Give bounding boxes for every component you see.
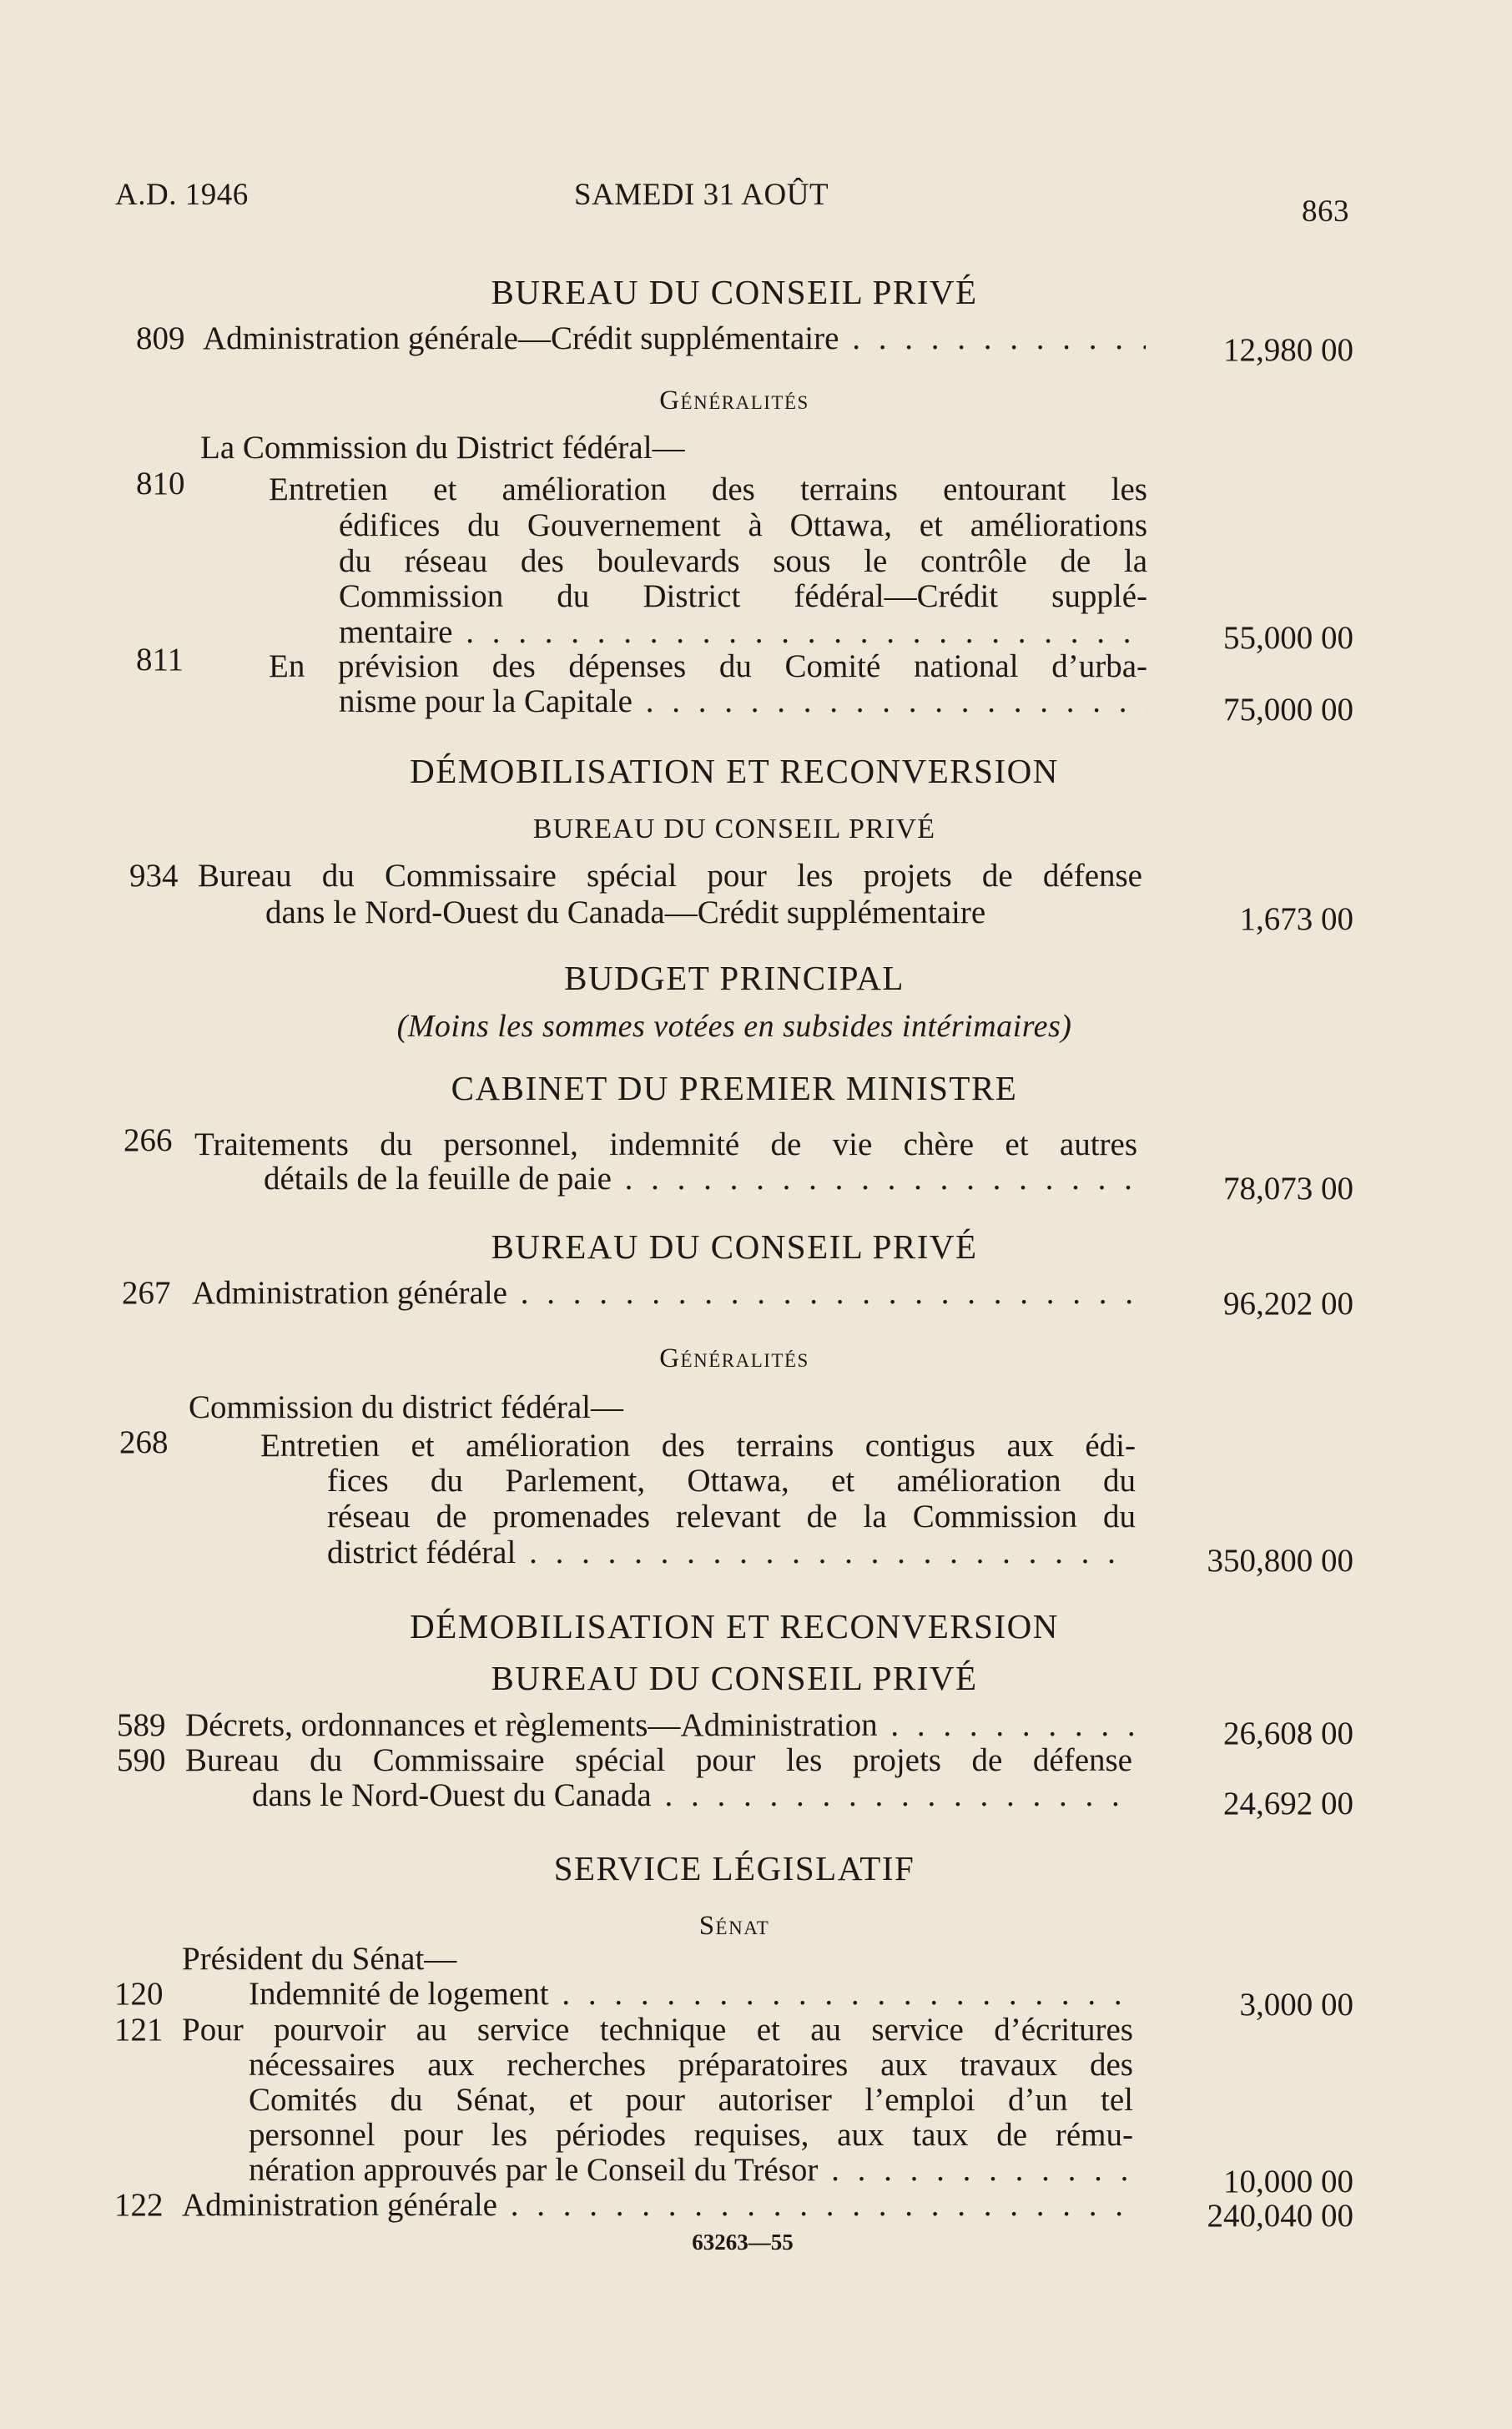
item-text-811-line: nisme pour la Capitale . . . bbox=[339, 683, 1147, 720]
section-title-demobilisation: DÉMOBILISATION ET RECONVERSION bbox=[410, 1607, 1059, 1645]
amount-120: 3,000 00 bbox=[1239, 1987, 1353, 2023]
subheading-generalites: Généralités bbox=[659, 1343, 809, 1373]
item-text-120: Indemnité de logement . . . bbox=[249, 1975, 1133, 2013]
section-title-demobilisation: DÉMOBILISATION ET RECONVERSION bbox=[410, 752, 1059, 790]
item-text-810-line: édifices du Gouvernement à Ottawa, et améliorations bbox=[339, 507, 1147, 543]
item-text-934-line: Bureau du Commissaire spécial pour les projets de défense bbox=[198, 858, 1142, 894]
amount-809: 12,980 00 bbox=[1223, 332, 1353, 368]
item-text-121-line: Pour pourvoir au service technique et au service d’écritures bbox=[182, 2012, 1133, 2048]
item-text-267: Administration générale . . . bbox=[192, 1274, 1137, 1312]
intro-commission-district: Commission du district fédéral— bbox=[189, 1389, 624, 1425]
page-number: 863 bbox=[1302, 194, 1349, 229]
item-number-121: 121 bbox=[114, 2012, 164, 2048]
item-text-121-line: nération approuvés par le Conseil du Trésor . . . bbox=[249, 2151, 1133, 2189]
item-text-122: Administration générale . . . bbox=[182, 2186, 1133, 2224]
item-number-811: 811 bbox=[136, 642, 184, 678]
item-text-121-line: nécessaires aux recherches préparatoires aux travaux des bbox=[249, 2047, 1133, 2083]
section-title-bureau-conseil-prive: BUREAU DU CONSEIL PRIVÉ bbox=[491, 1227, 978, 1266]
item-text-266-line: détails de la feuille de paie . . . bbox=[264, 1160, 1137, 1197]
item-number-590: 590 bbox=[117, 1742, 166, 1778]
item-text-268-line: Entretien et amélioration des terrains contigus aux édi- bbox=[260, 1428, 1136, 1464]
item-text-268-line: fices du Parlement, Ottawa, et amélioration du bbox=[327, 1463, 1136, 1499]
subheading-generalites: Généralités bbox=[659, 386, 809, 416]
item-number-589: 589 bbox=[117, 1707, 166, 1743]
item-text-121-line: personnel pour les périodes requises, aux taux de rému- bbox=[249, 2117, 1133, 2153]
item-text-810-line: mentaire . . . bbox=[339, 613, 1147, 651]
amount-589: 26,608 00 bbox=[1223, 1716, 1353, 1751]
item-number-268: 268 bbox=[119, 1424, 169, 1460]
intro-commission-district: La Commission du District fédéral— bbox=[200, 430, 685, 466]
amount-122: 240,040 00 bbox=[1207, 2198, 1353, 2234]
budget-note: (Moins les sommes votées en subsides intérimaires) bbox=[396, 1009, 1072, 1044]
section-title-budget-principal: BUDGET PRINCIPAL bbox=[564, 959, 905, 997]
item-text-934-line: dans le Nord-Ouest du Canada—Crédit supplémentaire bbox=[265, 894, 986, 930]
section-title-cabinet-premier-ministre: CABINET DU PREMIER MINISTRE bbox=[451, 1069, 1018, 1107]
item-text-268-line: district fédéral . . . bbox=[327, 1534, 1136, 1571]
item-text-810-line: Entretien et amélioration des terrains entourant les bbox=[269, 471, 1147, 507]
subsection-title-bureau-conseil-prive: BUREAU DU CONSEIL PRIVÉ bbox=[532, 814, 936, 844]
section-title-bureau-conseil-prive: BUREAU DU CONSEIL PRIVÉ bbox=[491, 273, 978, 311]
amount-267: 96,202 00 bbox=[1223, 1286, 1353, 1322]
item-number-120: 120 bbox=[114, 1976, 164, 2012]
printer-signature: 63263—55 bbox=[692, 2230, 794, 2255]
item-text-590-line: Bureau du Commissaire spécial pour les projets de défense bbox=[185, 1742, 1132, 1778]
amount-934: 1,673 00 bbox=[1239, 901, 1353, 937]
amount-121: 10,000 00 bbox=[1223, 2164, 1353, 2200]
item-number-266: 266 bbox=[123, 1122, 173, 1158]
item-number-122: 122 bbox=[114, 2187, 164, 2223]
item-text-810-line: Commission du District fédéral—Crédit supplé- bbox=[339, 578, 1147, 614]
item-text-809: Administration générale—Crédit supplémentaire . . . bbox=[203, 320, 1146, 357]
amount-268: 350,800 00 bbox=[1207, 1543, 1353, 1579]
item-number-934: 934 bbox=[129, 858, 179, 894]
item-text-810-line: du réseau des boulevards sous le contrôle de la bbox=[339, 543, 1147, 579]
running-head-date: SAMEDI 31 AOÛT bbox=[574, 178, 829, 212]
amount-811: 75,000 00 bbox=[1223, 692, 1353, 728]
subsection-title-bureau-conseil-prive: BUREAU DU CONSEIL PRIVÉ bbox=[491, 1659, 978, 1697]
amount-590: 24,692 00 bbox=[1223, 1786, 1353, 1822]
amount-266: 78,073 00 bbox=[1223, 1171, 1353, 1207]
item-number-809: 809 bbox=[136, 320, 185, 356]
item-text-268-line: réseau de promenades relevant de la Commission du bbox=[327, 1499, 1136, 1535]
subheading-senat: Sénat bbox=[698, 1911, 770, 1941]
section-title-service-legislatif: SERVICE LÉGISLATIF bbox=[553, 1849, 915, 1887]
item-text-811-line: En prévision des dépenses du Comité national d’urba- bbox=[269, 648, 1147, 684]
item-text-589: Décrets, ordonnances et règlements—Administration . . . bbox=[185, 1706, 1135, 1744]
running-head-year: A.D. 1946 bbox=[115, 178, 249, 212]
item-number-267: 267 bbox=[122, 1275, 171, 1311]
intro-president-senat: Président du Sénat— bbox=[182, 1941, 457, 1977]
item-text-590-line: dans le Nord-Ouest du Canada . . . bbox=[252, 1776, 1135, 1814]
item-text-266-line: Traitements du personnel, indemnité de vie chère et autres bbox=[194, 1126, 1137, 1162]
item-text-121-line: Comités du Sénat, et pour autoriser l’emploi d’un tel bbox=[249, 2082, 1133, 2118]
item-number-810: 810 bbox=[136, 466, 185, 501]
amount-810: 55,000 00 bbox=[1223, 620, 1353, 656]
